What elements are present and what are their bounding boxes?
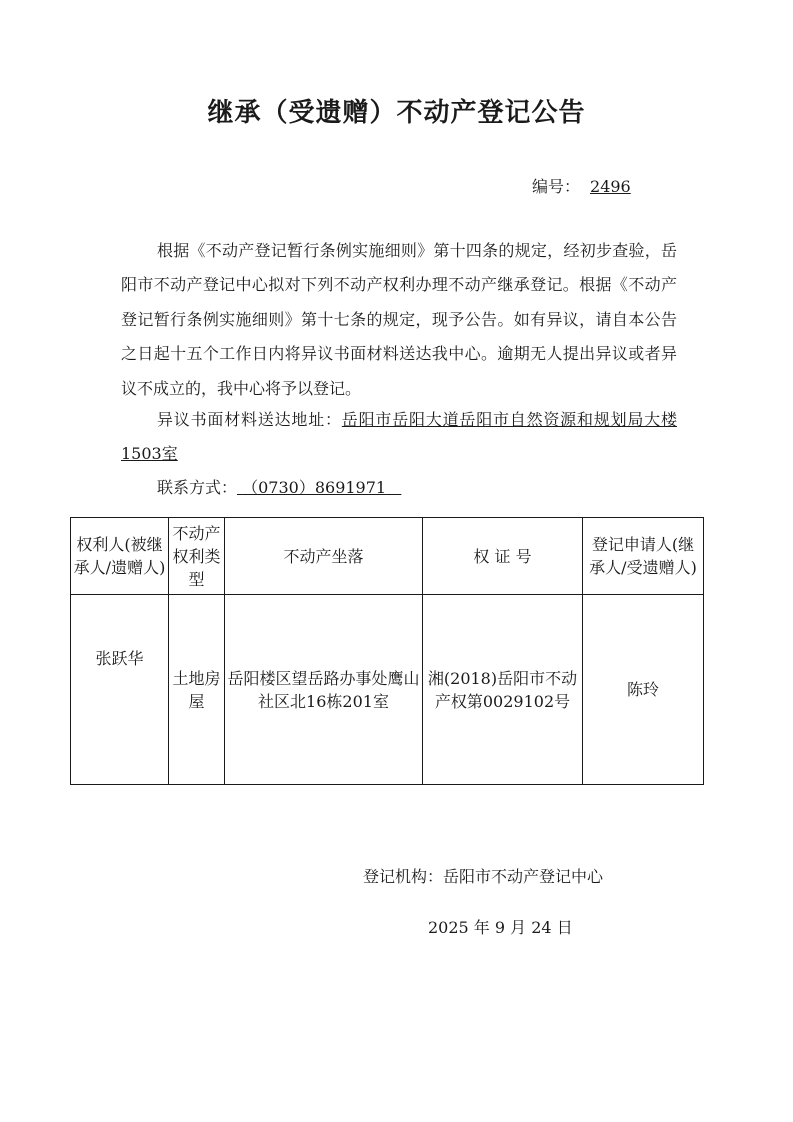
table-row (71, 595, 704, 785)
document-number-label: 编号： (532, 177, 581, 196)
cell-right-type: 土地房屋 (169, 595, 225, 785)
registration-org: 登记机构：岳阳市不动产登记中心 (363, 867, 604, 886)
cell-cert-no: 湘(2018)岳阳市不动产权第0029102号 (423, 595, 583, 785)
announcement-body: 根据《不动产登记暂行条例实施细则》第十四条的规定，经初步查验，岳阳市不动产登记中心拟对下列不动产权利办理不动产继承登记。根据《不动产登记暂行条例实施细则》第十七条的规定，现予公告。如有异议，请自本公告之日起十五个工作日内将异议书面材料送达我中心。逾期无人提出异议或者异议不成立的，我中心将予以登记。 (121, 241, 677, 398)
header-holder: 权利人(被继承人/遗赠人) (71, 518, 169, 595)
header-applicant: 登记申请人(继承人/受遗赠人) (583, 518, 704, 595)
page-title: 继承（受遗赠）不动产登记公告 (207, 98, 586, 128)
objection-address (121, 403, 677, 472)
table-header-row (71, 518, 704, 595)
header-location: 不动产坐落 (225, 518, 423, 595)
document-number (532, 174, 631, 197)
announcement-date: 2025 年 9 月 24 日 (428, 918, 573, 937)
objection-address-value: 岳阳市岳阳大道岳阳市自然资源和规划局大楼1503室 (121, 410, 677, 464)
contact-info (157, 471, 677, 505)
cell-location: 岳阳楼区望岳路办事处鹰山社区北16栋201室 (225, 595, 423, 785)
contact-value: （0730）8691971 (242, 478, 387, 497)
cell-applicant: 陈玲 (583, 595, 704, 785)
objection-address-label: 异议书面材料送达地址： (157, 410, 342, 429)
header-cert-no: 权 证 号 (423, 518, 583, 595)
cell-holder: 张跃华 (71, 595, 169, 785)
contact-label: 联系方式： (157, 478, 238, 497)
header-right-type: 不动产权利类型 (169, 518, 225, 595)
document-number-value: 2496 (590, 177, 631, 196)
registration-table (70, 517, 704, 785)
